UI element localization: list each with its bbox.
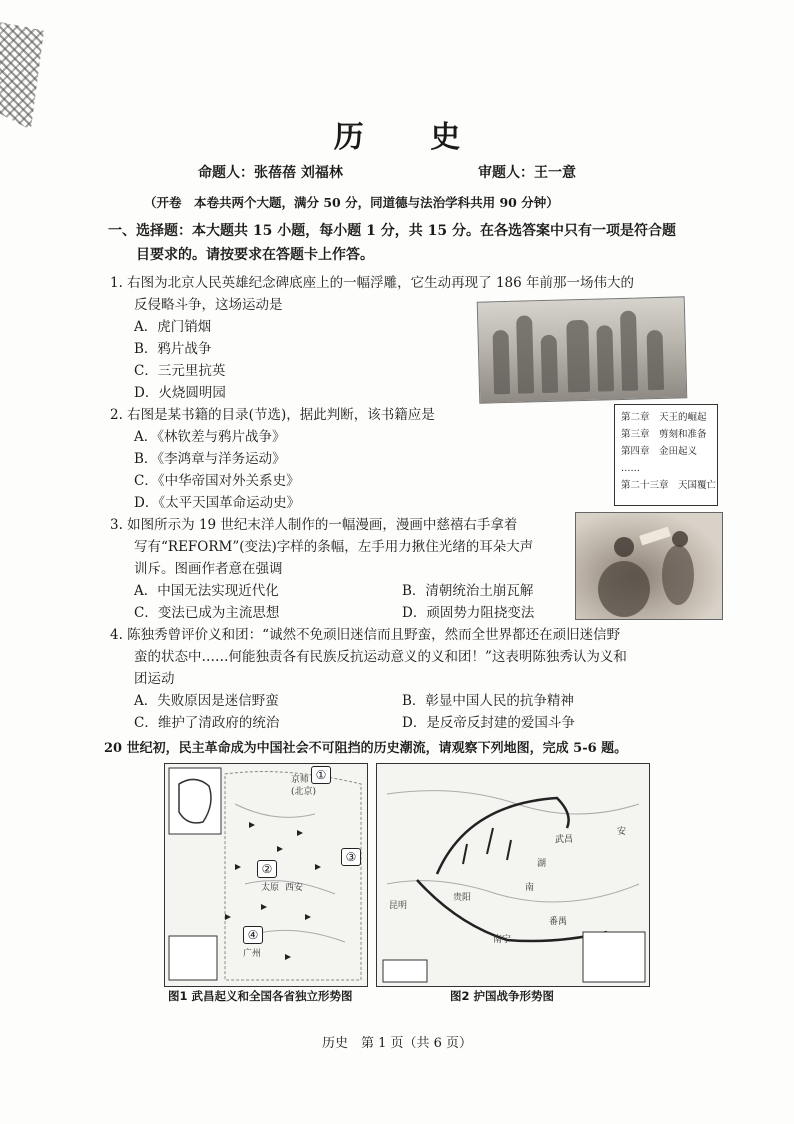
map2-label-guiyang: 贵阳 <box>453 893 472 903</box>
q1-option-d[interactable]: D．火烧圆明园 <box>134 385 226 401</box>
q2-option-d[interactable]: D．《太平天国革命运动史》 <box>134 495 301 511</box>
q5-6-intro: 20 世纪初，民主革命成为中国社会不可阻挡的历史潮流，请观察下列地图，完成 5-6 题。 <box>104 741 628 756</box>
question-setters: 命题人：张蓓蓓 刘福林 <box>198 165 343 181</box>
map1-marker-2: ② <box>257 860 277 878</box>
question-3-stem-cont: 训斥。图画作者意在强调 <box>134 561 283 577</box>
map-2-graphic <box>377 764 649 986</box>
map1-label-xian: 西安 <box>285 883 304 893</box>
map-1-caption: 图1 武昌起义和全国各省独立形势图 <box>168 989 353 1003</box>
question-3-stem-cont: 写有“REFORM”(变法)字样的条幅，左手用力揪住光绪的耳朵大声 <box>134 539 534 555</box>
book-toc-excerpt <box>614 404 718 506</box>
question-4-stem-cont: 团运动 <box>134 671 175 687</box>
map1-label-guangzhou: 广州 <box>243 949 262 959</box>
question-2-stem: 2. 右图是某书籍的目录(节选)，据此判断，该书籍应是 <box>110 407 435 423</box>
question-3 <box>110 514 570 580</box>
q1-option-c[interactable]: C．三元里抗英 <box>134 363 226 379</box>
question-4-stem-cont: 蛮的状态中……何能独责各有民族反抗运动意义的义和团！”这表明陈独秀认为义和 <box>134 649 627 665</box>
question-3-stem: 3. 如图所示为 19 世纪末洋人制作的一幅漫画，漫画中慈禧右手拿着 <box>110 517 518 533</box>
map2-label-panyu: 番禺 <box>549 917 568 927</box>
reviewer: 审题人：王一意 <box>478 165 576 181</box>
toc-line: …… <box>621 463 640 474</box>
map1-marker-3: ③ <box>341 848 361 866</box>
q3-option-c[interactable]: C．变法已成为主流思想 <box>134 605 280 621</box>
toc-line: 第三章 剪刻和准备 <box>621 429 707 440</box>
map1-marker-4: ④ <box>243 926 263 944</box>
section-heading-line2: 目要求的。请按要求在答题卡上作答。 <box>136 247 374 263</box>
map2-label-kunming: 昆明 <box>389 901 408 911</box>
toc-line: 第二十三章 天国覆亡 <box>621 480 717 491</box>
map2-label-an: 安 <box>617 827 627 837</box>
section-heading <box>108 219 698 267</box>
map1-label-jingshi: 京师 <box>291 775 310 785</box>
map1-label-taiyuan: 太原 <box>261 883 280 893</box>
map1-marker-1: ① <box>311 766 331 784</box>
q4-option-b[interactable]: B．彰显中国人民的抗争精神 <box>402 693 574 709</box>
toc-line: 第二章 天王的崛起 <box>621 412 707 423</box>
map-2-national-protection-war <box>376 763 650 987</box>
question-1-stem: 1. 右图为北京人民英雄纪念碑底座上的一幅浮雕，它生动再现了 186 年前那一场伟大的 <box>110 275 635 291</box>
q4-option-d[interactable]: D．是反帝反封建的爱国斗争 <box>402 715 575 731</box>
map2-label-hu: 湖 <box>537 859 547 869</box>
q3-option-d[interactable]: D．顽固势力阻挠变法 <box>402 605 535 621</box>
q2-option-b[interactable]: B．《李鸿章与洋务运动》 <box>134 451 286 467</box>
map2-label-nanning: 南宁 <box>493 935 512 945</box>
map-2-caption: 图2 护国战争形势图 <box>450 989 555 1003</box>
q3-option-a[interactable]: A．中国无法实现近代化 <box>134 583 279 599</box>
q1-options <box>134 316 226 404</box>
map-1-wuchang-uprising <box>164 763 368 987</box>
page-footer: 历史 第 1 页（共 6 页） <box>321 1036 473 1051</box>
page-title: 历 史 <box>333 120 489 155</box>
map1-label-beijing: (北京) <box>291 787 317 797</box>
map2-label-nan: 南 <box>525 883 535 893</box>
toc-line: 第四章 金田起义 <box>621 446 698 457</box>
exam-note: （开卷 本卷共两个大题，满分 50 分，同道德与法治学科共用 90 分钟） <box>144 195 559 210</box>
q1-option-b[interactable]: B．鸦片战争 <box>134 341 212 357</box>
q2-option-c[interactable]: C．《中华帝国对外关系史》 <box>134 473 300 489</box>
q1-option-a[interactable]: A．虎门销烟 <box>134 319 212 335</box>
question-4 <box>110 624 710 690</box>
relief-sculpture-image <box>477 296 688 403</box>
q2-option-a[interactable]: A．《林钦差与鸦片战争》 <box>134 429 286 445</box>
section-heading-line1: 一、选择题：本大题共 15 小题，每小题 1 分，共 15 分。在各选答案中只有一项是符合题 <box>108 223 676 239</box>
reform-cartoon-image <box>575 512 723 620</box>
q2-options <box>134 426 300 514</box>
cartoon-figures <box>576 513 722 619</box>
q4-option-a[interactable]: A．失败原因是迷信野蛮 <box>134 693 279 709</box>
question-1-stem-cont: 反侵略斗争，这场运动是 <box>134 297 283 313</box>
q3-option-b[interactable]: B．清朝统治土崩瓦解 <box>402 583 534 599</box>
q4-option-c[interactable]: C．维护了清政府的统治 <box>134 715 280 731</box>
map2-label-wuchang: 武昌 <box>555 835 574 845</box>
question-4-stem: 4. 陈独秀曾评价义和团：“诚然不免顽旧迷信而且野蛮，然而全世界都还在顽旧迷信野 <box>110 627 621 643</box>
